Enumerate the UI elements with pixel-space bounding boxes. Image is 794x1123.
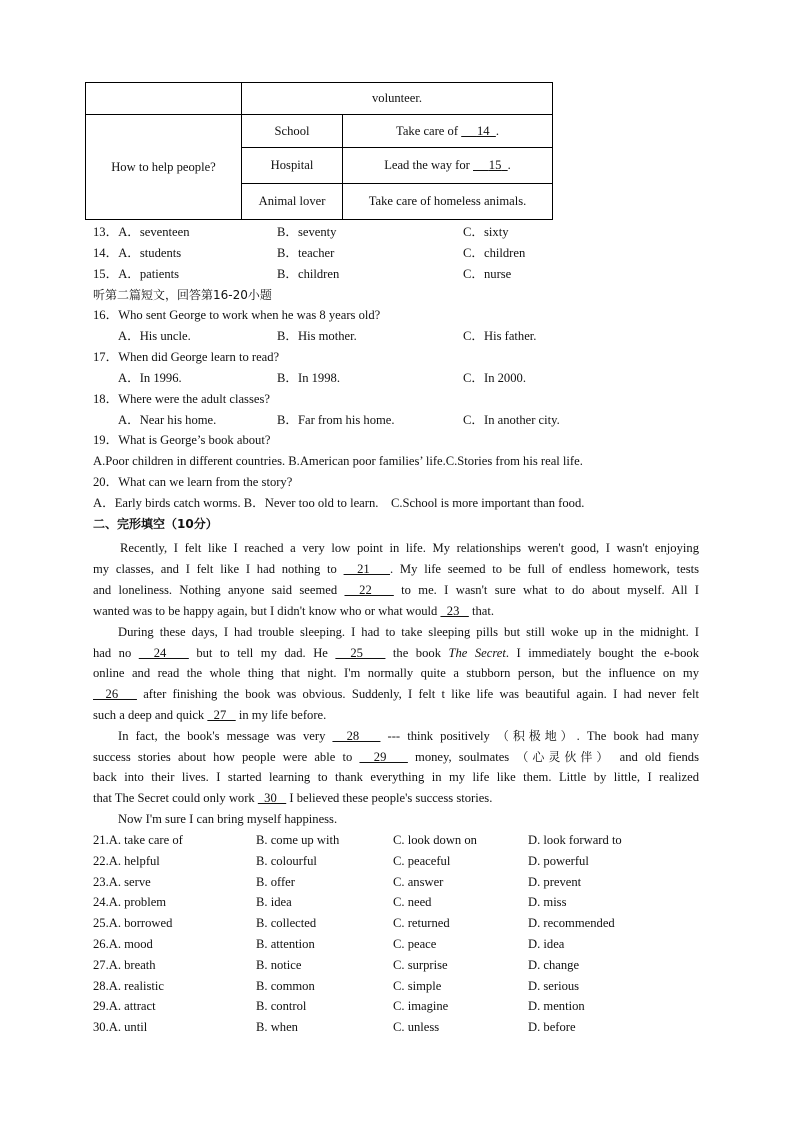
cloze-option: D. powerful — [528, 853, 589, 868]
table-cell-place: School — [242, 115, 343, 148]
passage-line — [93, 686, 699, 702]
question-16: 16．Who sent George to work when he was 8 years old? — [93, 308, 381, 322]
passage-line — [93, 665, 699, 681]
cloze-option: B. control — [256, 999, 307, 1014]
cloze-option: B. colourful — [256, 853, 317, 868]
passage-line — [93, 811, 699, 827]
passage-line — [93, 582, 699, 598]
option-c: C．In 2000. — [463, 371, 526, 385]
table-cell-task: Take care of 14 . — [343, 115, 553, 148]
table-cell-task: Lead the way for 15 . — [343, 148, 553, 184]
cloze-option: B. when — [256, 1020, 298, 1035]
blank-25: 25 — [335, 646, 386, 660]
option-c: C．children — [463, 246, 526, 260]
question-19-options: A.Poor children in different countries. B.American poor families’ life.C.Stories from his real life. — [93, 454, 583, 468]
book-title: The Secret — [448, 646, 506, 660]
cloze-option: 21.A. take care of — [93, 833, 183, 847]
passage-text: in my life before. — [235, 708, 327, 722]
cloze-option: B. notice — [256, 957, 302, 972]
cloze-heading: 二、完形填空（10分） — [93, 517, 218, 531]
table-cell-task: Take care of homeless animals. — [343, 184, 553, 220]
table-row-label: How to help people? — [86, 115, 242, 220]
blank-21: 21 — [343, 562, 391, 576]
cloze-option: C. peaceful — [393, 853, 451, 868]
cloze-option: C. simple — [393, 978, 442, 993]
passage-text: that. — [468, 604, 495, 618]
option-b: B．His mother. — [277, 329, 357, 343]
cloze-option: 26.A. mood — [93, 937, 153, 951]
passage-line — [93, 790, 699, 806]
cloze-option: 22.A. helpful — [93, 853, 160, 868]
cloze-option: C. peace — [393, 937, 437, 951]
option-a: A．His uncle. — [118, 329, 191, 343]
option-c: C．His father. — [463, 329, 537, 343]
question-19: 19．What is George’s book about? — [93, 433, 271, 447]
cloze-option: C. need — [393, 895, 432, 910]
cloze-option: D. before — [528, 1020, 576, 1035]
option-b: B．children — [277, 267, 340, 281]
option-c: C．sixty — [463, 225, 509, 239]
passage-line — [93, 561, 699, 577]
option-b: B．Far from his home. — [277, 413, 395, 427]
blank-27: 27 — [207, 708, 236, 722]
passage-line — [93, 624, 699, 640]
option-a: A．Near his home. — [118, 413, 217, 427]
cloze-option: C. surprise — [393, 957, 448, 972]
passage-text: . The book had many — [576, 729, 699, 743]
cloze-option: D. miss — [528, 895, 567, 910]
option-b: B．seventy — [277, 225, 337, 239]
passage-text: the book — [385, 646, 449, 660]
chinese-gloss: （积极地） — [496, 729, 577, 743]
cloze-option: D. serious — [528, 978, 580, 993]
passage-text: In fact, the book's message was very — [118, 729, 333, 743]
passage-text: --- think positively — [380, 729, 497, 743]
blank-22: 22 — [344, 583, 394, 597]
passage-text: Now I'm sure I can bring myself happiness. — [118, 812, 338, 826]
cloze-option: 28.A. realistic — [93, 978, 164, 993]
cloze-option: D. recommended — [528, 916, 615, 931]
option-a: 15．A．patients — [93, 267, 180, 281]
cloze-option: C. imagine — [393, 999, 449, 1014]
passage-text: . I immediately bought the e-book — [505, 646, 699, 660]
cloze-option: D. look forward to — [528, 833, 622, 847]
cloze-option: D. change — [528, 957, 580, 972]
passage-text: I believed these people's success stories. — [286, 791, 493, 805]
question-20: 20．What can we learn from the story? — [93, 475, 293, 489]
passage-line — [93, 645, 699, 661]
blank-24: 24 — [138, 646, 189, 660]
cloze-option: 29.A. attract — [93, 999, 156, 1014]
passage-text: that The Secret could only work — [93, 791, 258, 805]
option-b: B．teacher — [277, 246, 335, 260]
blank-29: 29 — [359, 750, 408, 764]
passage-text: to me. I wasn't sure what to do about myself. All I — [393, 583, 699, 597]
cloze-option: 23.A. serve — [93, 874, 151, 889]
cloze-option: B. collected — [256, 916, 317, 931]
section-intro: 听第二篇短文，回答第16-20小题 — [93, 288, 272, 302]
passage-text: after finishing the book was obvious. Suddenly, I felt t like life was beautiful again. I had never felt — [136, 687, 699, 701]
option-c: C．In another city. — [463, 413, 560, 427]
blank-15: 15 — [488, 158, 502, 172]
option-a: A．In 1996. — [118, 371, 182, 385]
cloze-option: B. common — [256, 978, 315, 993]
passage-line — [93, 603, 699, 619]
option-b: B．In 1998. — [277, 371, 340, 385]
chinese-gloss: （心灵伙伴） — [516, 750, 613, 764]
passage-text: . My life seemed to be full of endless homework, tests — [390, 562, 699, 576]
passage-line — [93, 749, 699, 765]
passage-text: back into their lives. I started learning to thank everything in my life like them. Little by little, I realized — [93, 770, 699, 784]
passage-line — [93, 707, 699, 723]
option-c: C．nurse — [463, 267, 512, 281]
passage-text: money, soulmates — [407, 750, 517, 764]
question-18: 18．Where were the adult classes? — [93, 392, 270, 406]
blank-14: 14 — [476, 123, 490, 138]
cloze-option: B. idea — [256, 895, 292, 910]
cloze-option: C. returned — [393, 916, 450, 931]
passage-text: success stories about how people were able to — [93, 750, 360, 764]
option-a: 14．A．students — [93, 246, 182, 260]
question-20-options: A．Early birds catch worms. B．Never too old to learn. C.School is more important than food. — [93, 496, 585, 510]
passage-text: had no — [93, 646, 139, 660]
blank-23: 23 — [440, 604, 469, 618]
cloze-option: D. mention — [528, 999, 585, 1014]
blank-26: 26 — [93, 687, 137, 701]
passage-line — [93, 769, 699, 785]
blank-30: 30 — [257, 791, 287, 805]
table-cell: volunteer. — [242, 83, 553, 115]
cloze-option: B. attention — [256, 937, 315, 951]
table-empty-cell — [86, 83, 242, 115]
cloze-option: B. come up with — [256, 833, 340, 847]
cloze-option: 27.A. breath — [93, 957, 156, 972]
table-cell-place: Animal lover — [242, 184, 343, 220]
passage-text: Recently, I felt like I reached a very low point in life. My relationships weren't good, I wasn't enjoying — [120, 541, 699, 555]
cloze-option: 24.A. problem — [93, 895, 167, 910]
passage-text: wanted was to be happy again, but I didn't know who or what would — [93, 604, 441, 618]
option-a: 13．A．seventeen — [93, 225, 190, 239]
passage-text: my classes, and I felt like I had nothing to — [93, 562, 344, 576]
cloze-option: 25.A. borrowed — [93, 916, 173, 931]
cloze-option: 30.A. until — [93, 1020, 148, 1035]
passage-text: online and read the whole thing that night. I'm normally quite a stubborn person, but the influence on my — [93, 666, 699, 680]
table-cell-place: Hospital — [242, 148, 343, 184]
volunteer-table — [85, 82, 553, 220]
passage-text: and old fiends — [612, 750, 699, 764]
passage-line — [93, 540, 699, 556]
cloze-option: C. answer — [393, 874, 444, 889]
passage-text: such a deep and quick — [93, 708, 208, 722]
question-17: 17．When did George learn to read? — [93, 350, 280, 364]
passage-line — [93, 728, 699, 744]
cloze-option: D. prevent — [528, 874, 582, 889]
cloze-option: B. offer — [256, 874, 295, 889]
cloze-option: C. unless — [393, 1020, 440, 1035]
blank-28: 28 — [332, 729, 381, 743]
passage-text: and loneliness. Nothing anyone said seemed — [93, 583, 345, 597]
passage-text: During these days, I had trouble sleeping. I had to take sleeping pills but still woke up in the midnight. I — [118, 625, 699, 639]
cloze-option: C. look down on — [393, 833, 477, 847]
passage-text: but to tell my dad. He — [188, 646, 336, 660]
cloze-option: D. idea — [528, 937, 565, 951]
